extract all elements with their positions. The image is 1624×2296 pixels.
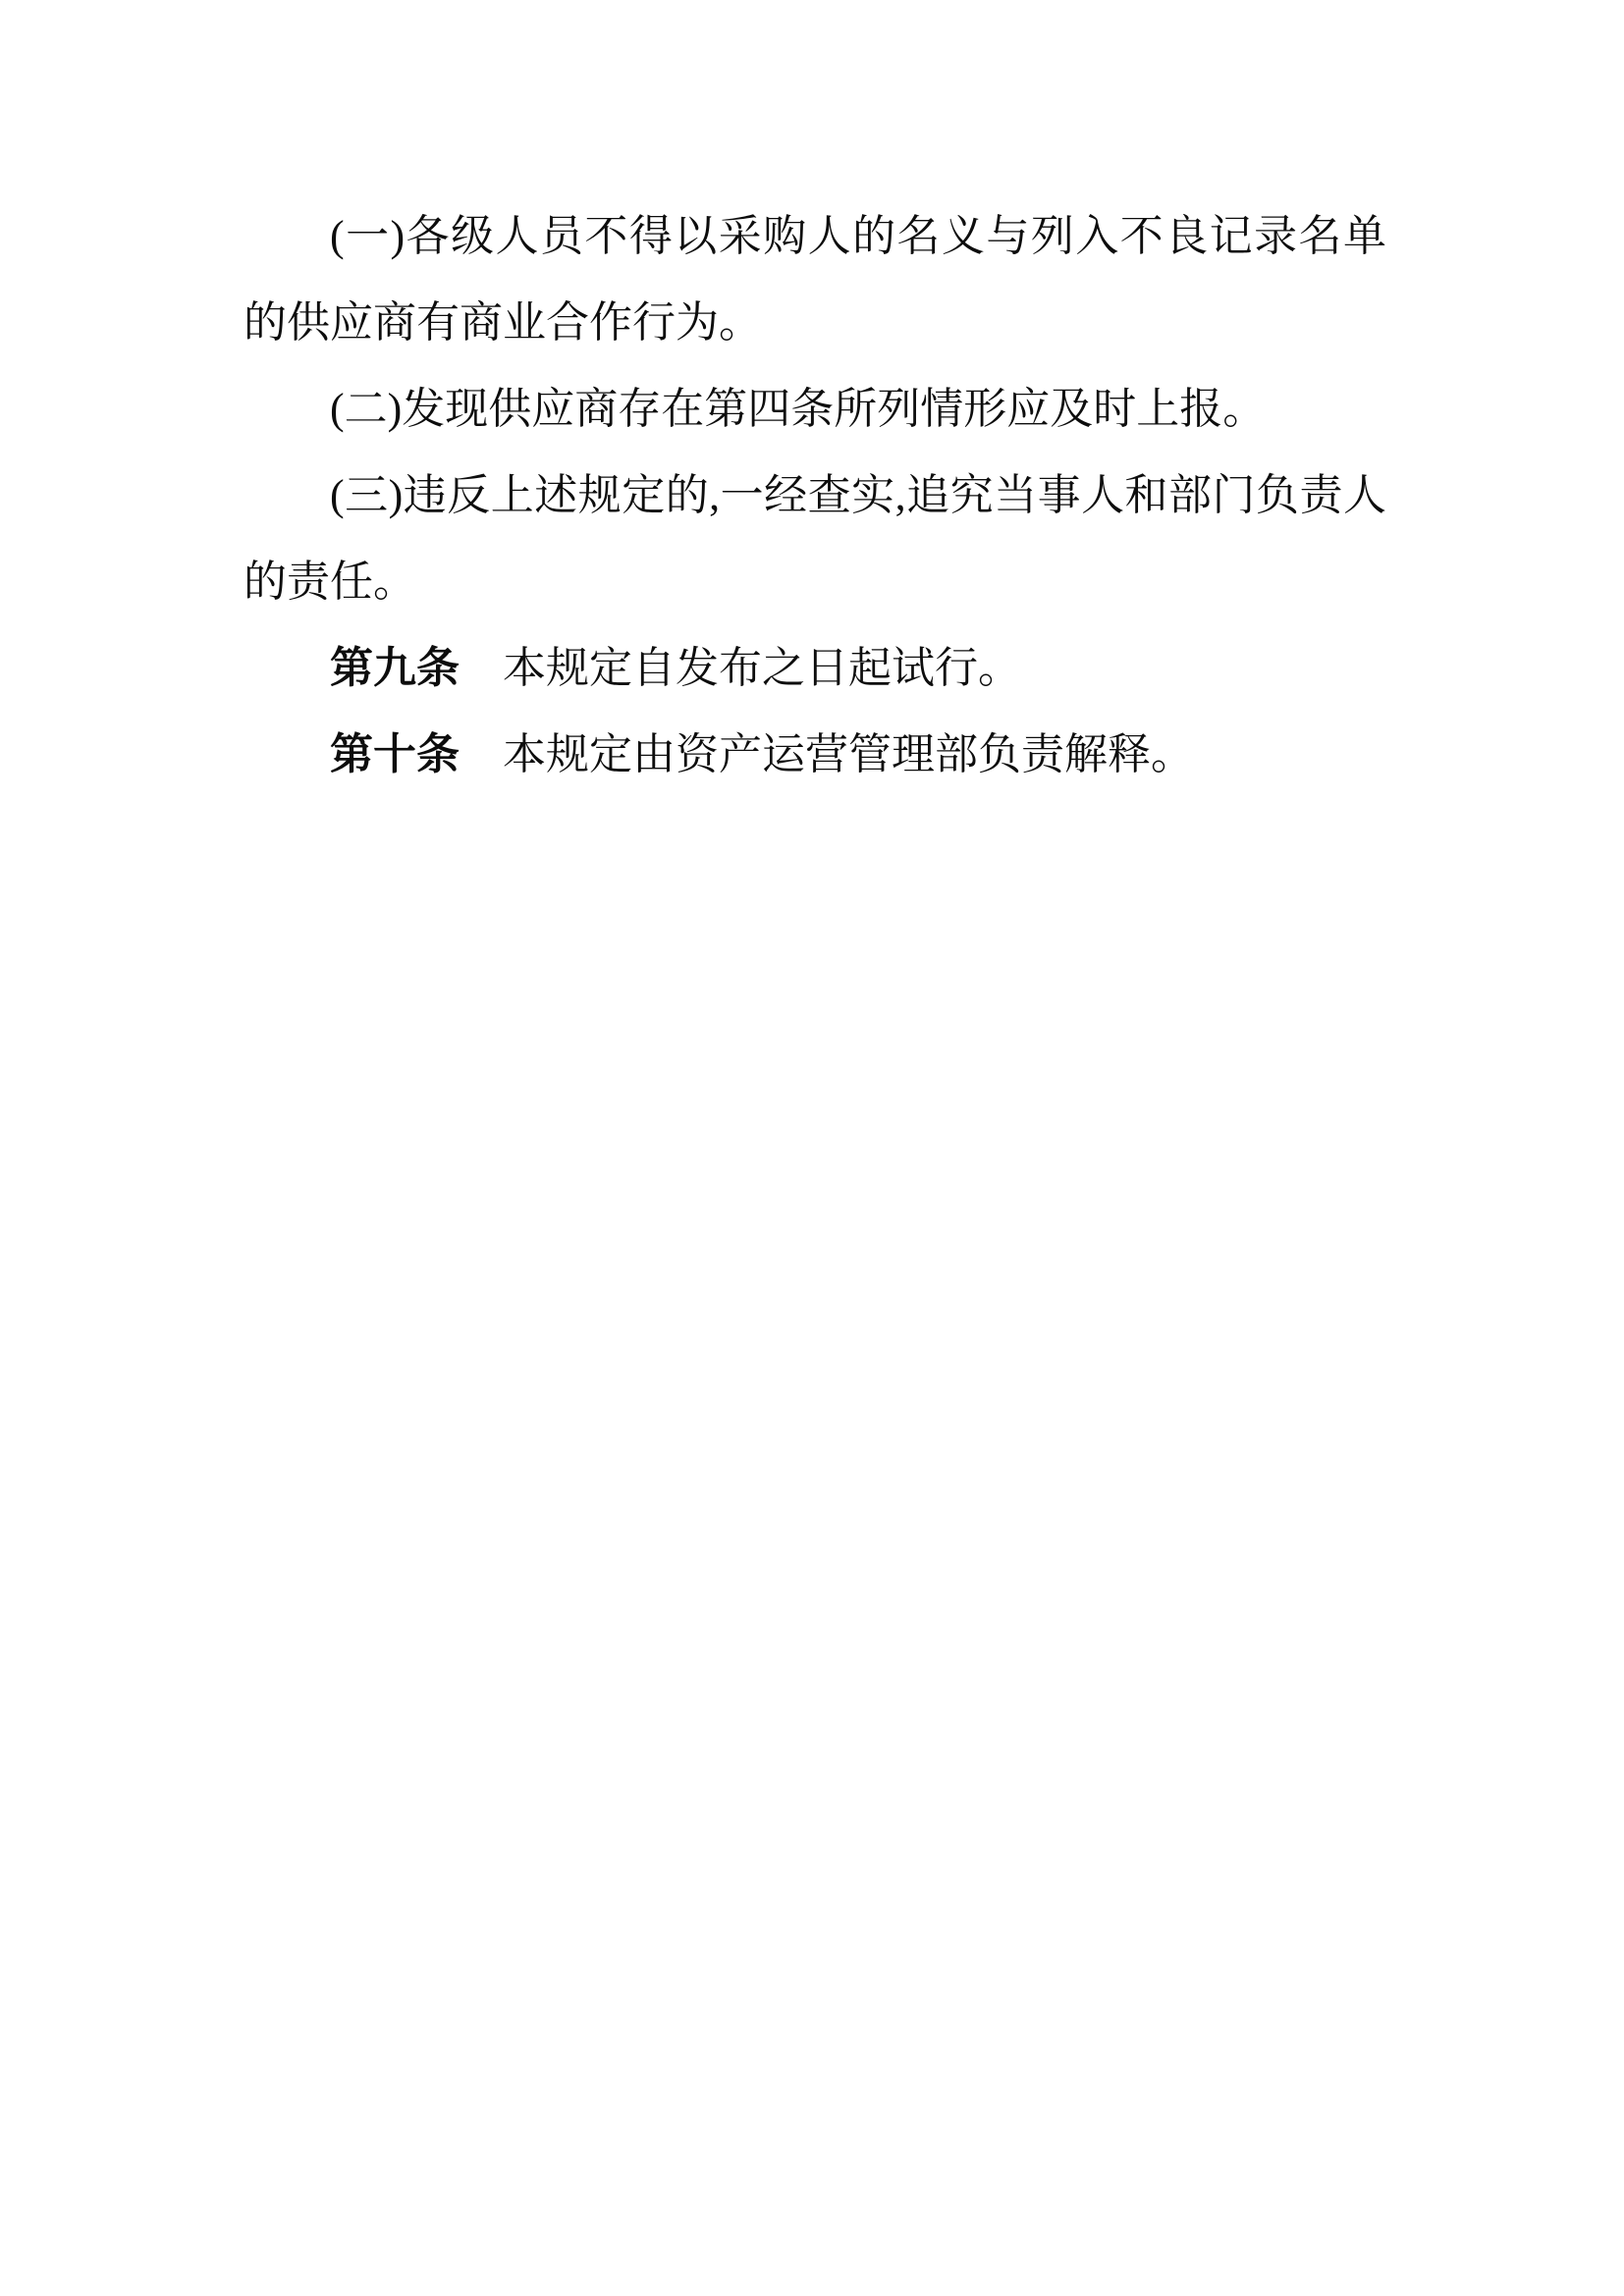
article-number: 第九条 [330, 644, 460, 692]
paragraph-text: (一)各级人员不得以采购人的名义与列入不良记录名单的供应商有商业合作行为。 [244, 212, 1386, 347]
paragraph-text: (三)违反上述规定的,一经查实,追究当事人和部门负责人的责任。 [244, 471, 1386, 606]
paragraph-text: 本规定由资产运营管理部负责解释。 [460, 730, 1194, 778]
paragraph-item-3 [244, 453, 1386, 625]
paragraph-article-10 [244, 712, 1386, 798]
paragraph-article-9 [244, 625, 1386, 712]
paragraph-item-1 [244, 193, 1386, 366]
paragraph-text: 本规定自发布之日起试行。 [460, 644, 1021, 692]
article-number: 第十条 [330, 730, 460, 778]
document-text-block [244, 193, 1386, 798]
paragraph-text: (二)发现供应商存在第四条所列情形应及时上报。 [330, 385, 1267, 433]
paragraph-item-2 [244, 366, 1386, 453]
